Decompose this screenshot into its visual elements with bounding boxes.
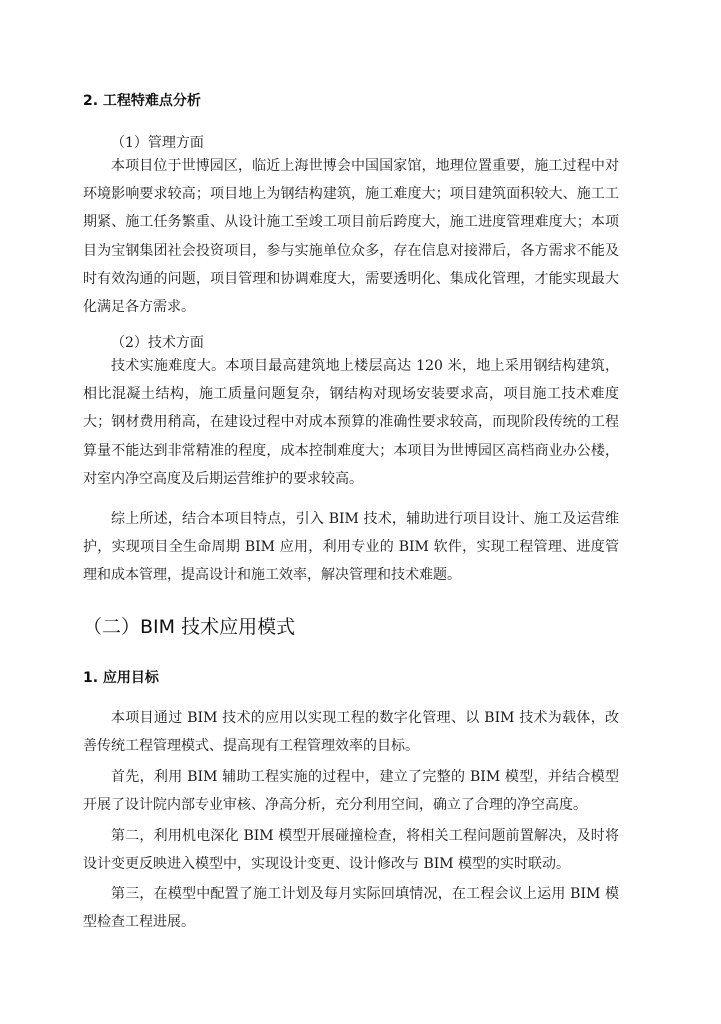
section-heading-application-goals: 1. 应用目标 xyxy=(83,670,159,686)
paragraph-management: 本项目位于世博园区，临近上海世博会中国国家馆，地理位置重要，施工过程中对环境影响要求较高；项目地上为钢结构建筑，施工难度大；项目建筑面积较大、施工工期紧、施工任务繁重、从设计施工至竣工项目前后跨度大，施工进度管理难度大；本项目为宝钢集团社会投资项目，参与实施单位众多，存在信息对接滞后，各方需求不能及时有效沟通的问题，项目管理和协调难度大，需要透明化、集成化管理，才能实现最大化满足各方需求。 xyxy=(83,158,619,316)
section-heading-difficulty-analysis: 2. 工程特难点分析 xyxy=(83,93,201,109)
paragraph-goals: 本项目通过 BIM 技术的应用以实现工程的数字化管理、以 BIM 技术为载体，改善传统工程管理模式、提高现有工程管理效率的目标。 xyxy=(83,710,619,755)
paragraph-summary: 综上所述，结合本项目特点，引入 BIM 技术，辅助进行项目设计、施工及运营维护，实现项目全生命周期 BIM 应用，利用专业的 BIM 软件，实现工程管理、进度管理和成本管理，提高设计和施工效率，解决管理和技术难题。 xyxy=(83,511,619,584)
paragraph-technical: 技术实施难度大。本项目最高建筑地上楼层高达 120 米，地上采用钢结构建筑，相比混凝土结构，施工质量问题复杂，钢结构对现场安装要求高，项目施工技术难度大；钢材费用稍高，在建设过程中对成本预算的准确性要求较高，而现阶段传统的工程算量不能达到非常精准的程度，成本控制难度大；本项目为世博园区高档商业办公楼，对室内净空高度及后期运营维护的要求较高。 xyxy=(83,358,619,487)
paragraph-first: 首先，利用 BIM 辅助工程实施的过程中，建立了完整的 BIM 模型，并结合模型开展了设计院内部专业审核、净高分析，充分利用空间，确立了合理的净空高度。 xyxy=(83,769,619,814)
subheading-technical: （2）技术方面 xyxy=(111,335,204,351)
subheading-management: （1）管理方面 xyxy=(111,135,204,151)
chapter-heading-bim-mode: （二）BIM 技术应用模式 xyxy=(83,616,296,638)
paragraph-second: 第二，利用机电深化 BIM 模型开展碰撞检查，将相关工程问题前置解决，及时将设计变更反映进入模型中，实现设计变更、设计修改与 BIM 模型的实时联动。 xyxy=(83,828,619,873)
paragraph-third: 第三，在模型中配置了施工计划及每月实际回填情况，在工程会议上运用 BIM 模型检查工程进展。 xyxy=(83,886,619,931)
